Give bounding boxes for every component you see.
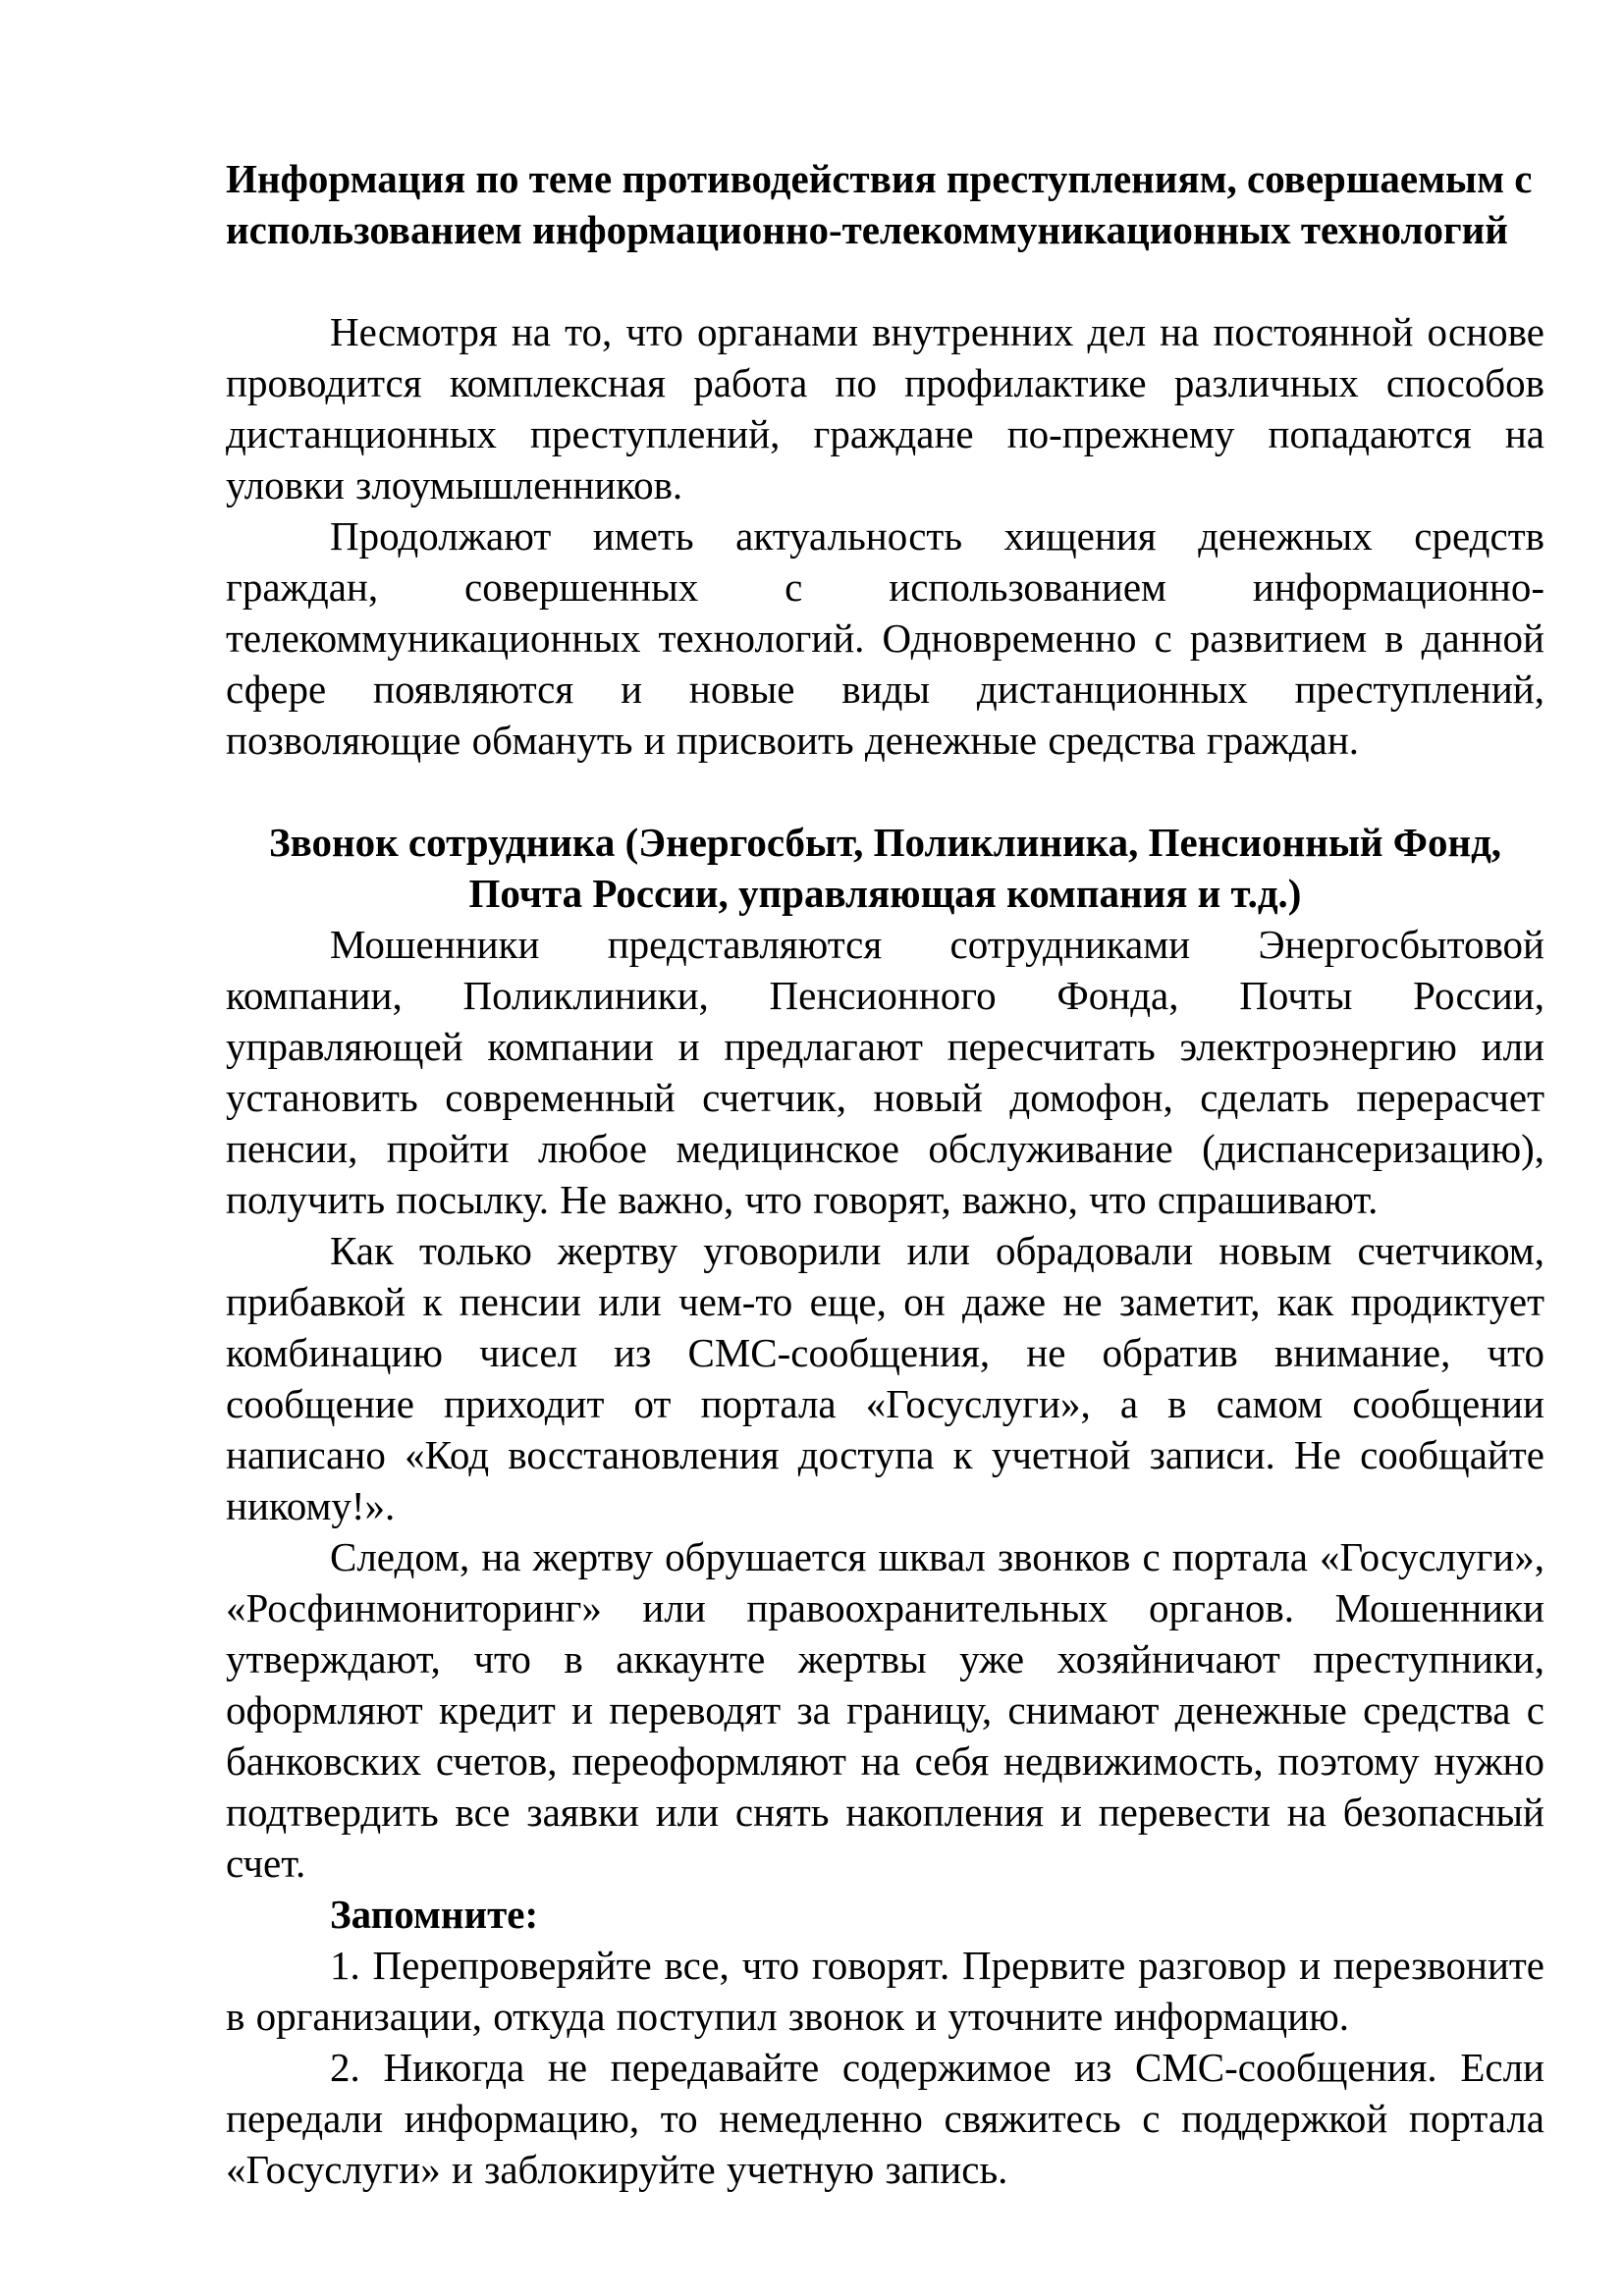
tip-item-2: 2. Никогда не передавайте содержимое из СМС-сообщения. Если передали информацию, то немедленно свяжитесь с поддержкой портала «Госуслуги» и заблокируйте учетную запись.	[226, 2045, 1544, 2192]
scam-paragraph-3: Следом, на жертву обрушается шквал звонков с портала «Госуслуги», «Росфинмониторинг» или правоохранительных органов. Мошенники утверждают, что в аккаунте жертвы уже хозяйничают преступники, оформляют кредит и переводят за границу, снимают денежные средства с банковских счетов, переоформляют на себя недвижимость, поэтому нужно подтвердить все заявки или снять накопления и перевести на безопасный счет.	[226, 1534, 1544, 1886]
section-heading: Звонок сотрудника (Энергосбыт, Поликлиника, Пенсионный Фонд, Почта России, управляющая компания и т.д.)	[268, 820, 1502, 916]
document-title: Информация по теме противодействия преступлениям, совершаемым с использованием информационно-телекоммуникационных технологий	[226, 156, 1533, 252]
scam-paragraph-1: Мошенники представляются сотрудниками Энергосбытовой компании, Поликлиники, Пенсионного Фонда, Почты России, управляющей компании и предлагают пересчитать электроэнергию или установить современный счетчик, новый домофон, сделать перерасчет пенсии, пройти любое медицинское обслуживание (диспансеризацию), получить посылку. Не важно, что говорят, важно, что спрашивают.	[226, 922, 1544, 1222]
intro-paragraph-2: Продолжают иметь актуальность хищения денежных средств граждан, совершенных с использованием информационно-телекоммуникационных технологий. Одновременно с развитием в данной сфере появляются и новые виды дистанционных преступлений, позволяющие обмануть и присвоить денежные средства граждан.	[226, 513, 1544, 763]
intro-paragraph-1: Несмотря на то, что органами внутренних дел на постоянной основе проводится комплексная работа по профилактике различных способов дистанционных преступлений, граждане по-прежнему попадаются на уловки злоумышленников.	[226, 309, 1544, 507]
scam-paragraph-2: Как только жертву уговорили или обрадовали новым счетчиком, прибавкой к пенсии или чем-то еще, он даже не заметит, как продиктует комбинацию чисел из СМС-сообщения, не обратив внимание, что сообщение приходит от портала «Госуслуги», а в самом сообщении написано «Код восстановления доступа к учетной записи. Не сообщайте никому!».	[226, 1228, 1544, 1528]
remember-label: Запомните:	[330, 1892, 539, 1937]
tip-item-1: 1. Перепроверяйте все, что говорят. Прервите разговор и перезвоните в организации, откуда поступил звонок и уточните информацию.	[226, 1943, 1544, 2039]
